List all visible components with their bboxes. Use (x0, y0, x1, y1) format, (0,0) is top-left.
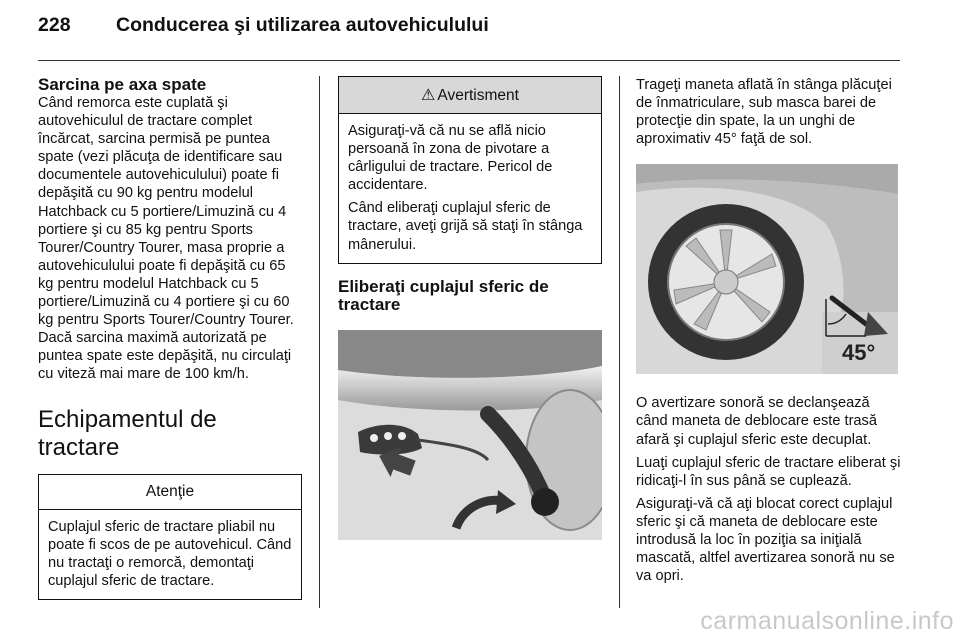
rear-axle-heading: Sarcina pe axa spate (38, 75, 207, 94)
warning-text-1: Asiguraţi-vă că nu se află nicio persoană în zona de pivotare a cârligului de tractare. Pericol de accidentare. (348, 123, 553, 194)
page-number: 228 (38, 14, 71, 36)
page-title: Conducerea şi utilizarea autovehiculului (116, 14, 489, 36)
notice-box (38, 474, 302, 600)
release-subheading: Eliberaţi cuplajul sferic de tractare (338, 276, 549, 314)
lever-illustration (636, 164, 898, 374)
warning-icon: ⚠ (421, 87, 436, 104)
lift-instruction: Luaţi cuplajul sferic de tractare eliberat şi ridicaţi-l în sus până se cuplează. (636, 454, 901, 489)
rear-axle-paragraph: Când remorca este cuplată şi autovehiculul de tractare complet încărcat, sarcina permisă pe puntea spate (vezi plăcuţa de identificare sau documentele autovehiculului) poate fi depăşită cu 90 kg pentru modelul Hatchback cu 5 portiere/Limuzină cu 4 portiere şi cu 85 kg pentru Sports Tourer/Country Tourer, masa proprie a autovehiculului poate fi depăşită cu 65 kg pentru modelul Hatchback cu 5 portiere/Limuzină cu 4 portiere şi cu 60 kg pentru Sports Tourer/Country Tourer. Dacă sarcina maximă autorizată pe puntea spate este depăşită, nu circulaţi cu viteză mai mare de 100 km/h. (38, 95, 294, 383)
column-2 (338, 76, 602, 540)
warning-box (338, 76, 602, 264)
warning-title-bar (339, 77, 601, 114)
lever-instruction: Trageţi maneta aflată în stânga plăcuţei de înmatriculare, sub masca barei de protecţie din spate, la un unghi de aproximativ 45° faţă de sol. (636, 77, 892, 148)
column-divider-2 (619, 76, 620, 608)
lever-drawing (636, 164, 898, 374)
towbar-drawing (338, 330, 602, 540)
angle-label: 45° (842, 340, 876, 366)
column-3 (636, 76, 902, 585)
towbar-illustration (338, 330, 602, 540)
lock-check-text: Asiguraţi-vă că aţi blocat corect cuplajul sferic şi că maneta de deblocare este introdusă la loc în poziţia sa iniţială mascată, altfel avertizarea sonoră nu se va opri. (636, 495, 895, 585)
notice-title: Atenţie (39, 475, 301, 510)
alarm-text: O avertizare sonoră se declanşează când maneta de deblocare este trasă afară şi cuplajul sferic este decuplat. (636, 395, 877, 448)
header-divider (38, 60, 900, 61)
warning-text-2: Când eliberaţi cuplajul sferic de tractare, aveţi grijă să staţi în stânga mânerului. (348, 200, 583, 253)
column-divider-1 (319, 76, 320, 608)
column-1 (38, 76, 302, 600)
page-header (38, 14, 489, 37)
notice-text: Cuplajul sferic de tractare pliabil nu poate fi scos de pe autovehicul. Când nu tractaţi o remorcă, demontaţi cuplajul sferic de tractare. (48, 518, 292, 589)
warning-title: Avertisment (437, 87, 519, 104)
watermark: carmanualsonline.info (700, 607, 954, 635)
towing-section-title: Echipamentul de tractare (38, 405, 217, 461)
